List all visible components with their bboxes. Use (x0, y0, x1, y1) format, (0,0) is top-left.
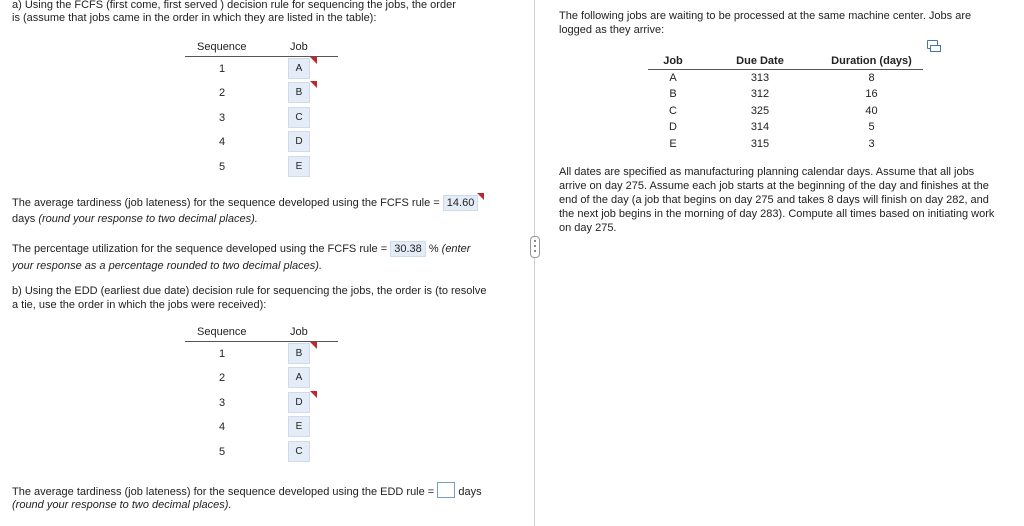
part-b-intro-line2: a tie, use the order in which the jobs were received): (12, 299, 267, 311)
fcfs-tardiness-unit: days (12, 213, 36, 225)
table-row (185, 130, 338, 154)
edd-sequence-table (185, 325, 338, 464)
fcfs-tardiness-line (12, 195, 478, 211)
seq-header: Sequence (197, 41, 247, 53)
fcfs-tardiness-answer[interactable]: 14.60 (443, 195, 479, 211)
seq-number: 2 (218, 372, 226, 385)
table-row (185, 81, 338, 105)
job-select[interactable]: E (288, 156, 310, 177)
job-select[interactable]: A (288, 58, 310, 79)
part-a-intro-line1: a) Using the FCFS (first come, first served ) decision rule for sequencing the jobs, the order (12, 0, 456, 11)
flag-icon (477, 193, 484, 200)
right-intro-line1: The following jobs are waiting to be processed at the same machine center. Jobs are (559, 10, 972, 22)
assumptions-note: All dates are specified as manufacturing planning calendar days. Assume that all jobs arrive on day 275. Assume each job starts at the beginning of the day and finishes at the end of the day (a job that begins on day 275 and takes 8 days will finish on day 282, and the next job begins in the morning of day 283). Compute all times based on initiating work on day 275. (559, 166, 995, 234)
table-row (185, 415, 338, 439)
fcfs-tardiness-label: The average tardiness (job lateness) for the sequence developed using the FCFS rule = (12, 197, 440, 209)
fcfs-util-hint-start: (enter (441, 243, 471, 255)
edd-tardiness-label: The average tardiness (job lateness) for the sequence developed using the EDD rule = (12, 486, 435, 498)
col-duration: Duration (days) (831, 55, 912, 67)
table-row (185, 106, 338, 130)
table-row: A 313 8 (669, 72, 875, 84)
fcfs-util-line (12, 241, 470, 257)
edd-tardiness-hint: (round your response to two decimal places). (12, 499, 232, 511)
flag-icon (310, 391, 317, 398)
flag-icon (310, 342, 317, 349)
part-a-intro-line2: is (assume that jobs came in the order in which they are listed in the table): (12, 12, 377, 24)
part-b-intro-line1: b) Using the EDD (earliest due date) decision rule for sequencing the jobs, the order is (to resolve (12, 285, 487, 297)
table-row: C 325 40 (669, 104, 878, 117)
seq-number: 1 (218, 348, 226, 360)
table-row (185, 57, 338, 81)
seq-number: 5 (218, 160, 226, 173)
edd-tardiness-hint-line (12, 498, 232, 512)
job-select[interactable]: D (288, 131, 310, 152)
job-select[interactable]: C (288, 441, 310, 462)
fcfs-util-label: The percentage utilization for the sequence developed using the FCFS rule = (12, 243, 388, 255)
flag-icon (310, 81, 317, 88)
fcfs-tardiness-hint-line (12, 212, 258, 226)
fcfs-util-hint-line (12, 259, 322, 273)
col-due-date: Due Date (736, 55, 784, 67)
fcfs-util-hint: your response as a percentage rounded to two decimal places). (12, 260, 323, 272)
edd-tardiness-line (12, 482, 482, 499)
job-select[interactable]: B (288, 82, 310, 103)
job-select[interactable]: A (288, 367, 310, 388)
fcfs-sequence-table (185, 40, 338, 179)
edd-tardiness-unit: days (458, 486, 482, 498)
resize-handle[interactable] (530, 236, 540, 258)
fcfs-util-unit: % (428, 243, 439, 255)
table-row: E 315 3 (669, 137, 875, 150)
seq-number: 2 (218, 87, 226, 100)
fcfs-tardiness-hint: (round your response to two decimal places). (38, 213, 258, 225)
seq-number: 3 (218, 111, 226, 124)
table-row (185, 366, 338, 390)
col-job: Job (663, 55, 683, 67)
seq-header: Sequence (197, 326, 247, 338)
edd-tardiness-input[interactable] (437, 482, 455, 498)
seq-number: 4 (218, 136, 226, 149)
seq-number: 5 (218, 445, 226, 458)
flag-icon (310, 57, 317, 64)
right-intro-line2: logged as they arrive: (559, 24, 665, 36)
job-header: Job (290, 326, 308, 338)
jobs-table (648, 53, 923, 152)
seq-number: 4 (218, 421, 226, 434)
job-select[interactable]: E (288, 416, 310, 437)
table-row (185, 440, 338, 464)
table-row: D 314 5 (669, 121, 875, 134)
seq-number: 3 (218, 396, 226, 409)
copy-icon[interactable] (927, 40, 938, 49)
panel-divider (534, 0, 535, 526)
table-row (185, 342, 338, 366)
table-row (185, 155, 338, 179)
table-row: B 312 16 (669, 88, 878, 101)
job-header: Job (290, 41, 308, 53)
job-select[interactable]: B (288, 343, 310, 364)
job-select[interactable]: D (288, 392, 310, 413)
jobs-table-header (648, 53, 923, 70)
fcfs-util-answer[interactable]: 30.38 (390, 241, 426, 257)
table-row (185, 391, 338, 415)
seq-number: 1 (218, 63, 226, 75)
job-select[interactable]: C (288, 107, 310, 128)
